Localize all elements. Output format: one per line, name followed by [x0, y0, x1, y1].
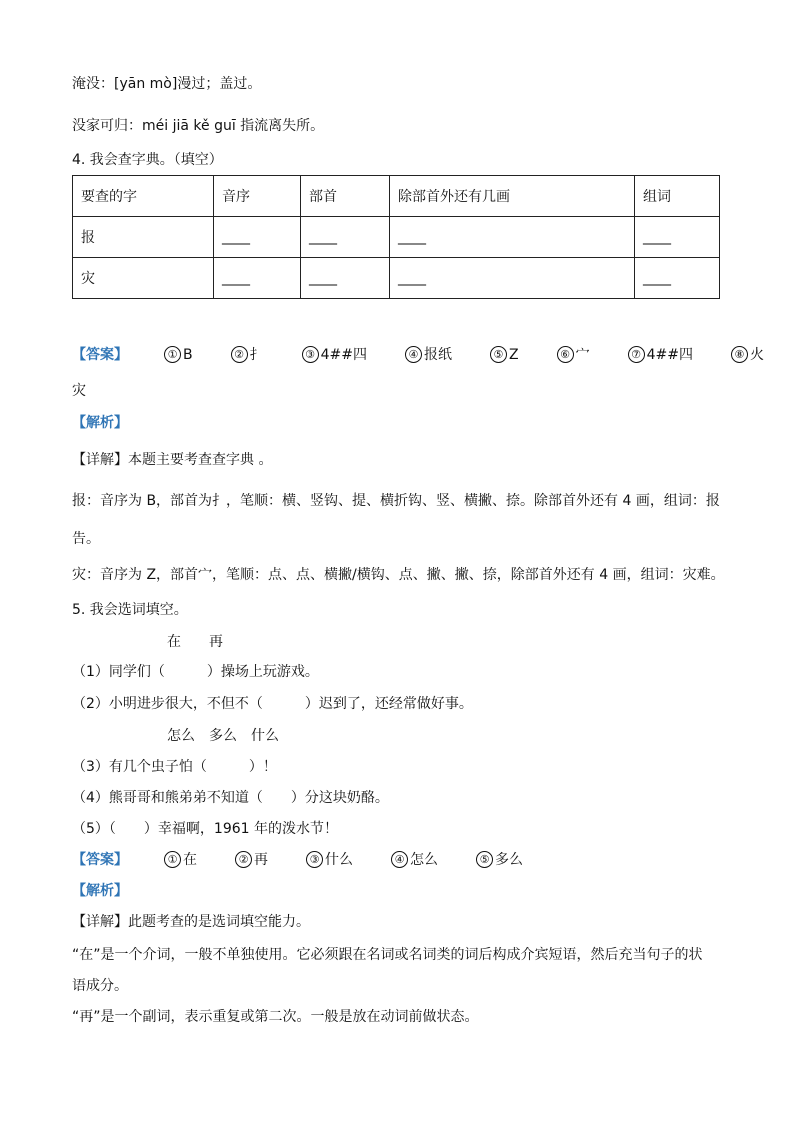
answer-number: ④ [391, 851, 408, 868]
answer-item [405, 345, 452, 365]
answer-number: ⑧ [731, 346, 748, 363]
answer-item [731, 345, 764, 365]
q4-explain-1b: 告。 [72, 531, 100, 547]
q4-answer-line [72, 345, 764, 365]
answer-item [302, 345, 367, 365]
answer-number: ② [235, 851, 252, 868]
answer-value: 报纸 [423, 347, 452, 363]
answer-number: ⑤ [490, 346, 507, 363]
q4-explain-2: 灾：音序为 Z，部首宀，笔顺：点、点、横撇/横钩、点、撇、撇、捺，除部首外还有 4 画，组词：灾难。 [72, 567, 725, 583]
answer-value: 在 [183, 852, 197, 868]
answer-number: ③ [306, 851, 323, 868]
answer-number: ① [164, 346, 181, 363]
table-row [73, 217, 720, 258]
answer-number: ⑤ [476, 851, 493, 868]
q5-word-options-1: 在 再 [167, 634, 223, 650]
answer-value: 怎么 [410, 852, 438, 868]
answer-item [306, 850, 353, 870]
q4-analysis-label: 【解析】 [72, 415, 128, 431]
blank-cell: ____ [635, 258, 720, 299]
blank-cell: ____ [635, 217, 720, 258]
answer-item [164, 850, 197, 870]
blank-cell: ____ [390, 217, 635, 258]
answer-number: ⑥ [557, 346, 574, 363]
q5-sentence-5: （5）（ ）幸福啊，1961 年的泼水节！ [72, 821, 338, 837]
definition-line-2: 没家可归：méi jiā kě guī 指流离失所。 [72, 118, 325, 134]
header-cell: 除部首外还有几画 [390, 176, 635, 217]
blank-cell: ____ [390, 258, 635, 299]
answer-number: ③ [302, 346, 319, 363]
answer-value: 宀 [575, 347, 590, 363]
answer-value: 什么 [325, 852, 353, 868]
q5-sentence-3: （3）有几个虫子怕（ ）！ [72, 759, 277, 775]
q4-detail: 【详解】本题主要考查查字典 。 [72, 452, 273, 468]
definition-line-1: 淹没：[yān mò]漫过；盖过。 [72, 76, 262, 92]
answer-number: ④ [405, 346, 422, 363]
blank-cell: ____ [301, 258, 390, 299]
answer-label: 【答案】 [72, 347, 128, 363]
blank-cell: ____ [301, 217, 390, 258]
table-header-row [73, 176, 720, 217]
answer-item [628, 345, 693, 365]
q5-detail: 【详解】此题考查的是选词填空能力。 [72, 914, 310, 930]
answer-item [557, 345, 590, 365]
header-cell: 音序 [214, 176, 301, 217]
answer-item [235, 850, 268, 870]
q5-explain-1b: 语成分。 [72, 978, 128, 994]
q5-analysis-label: 【解析】 [72, 883, 128, 899]
q5-explain-2: “再”是一个副词，表示重复或第二次。一般是放在动词前做状态。 [72, 1009, 479, 1025]
char-cell: 灾 [73, 258, 214, 299]
q5-title: 5. 我会选词填空。 [72, 602, 188, 618]
table-row [73, 258, 720, 299]
answer-value: Z [508, 347, 519, 363]
q4-title: 4. 我会查字典。（填空） [72, 152, 223, 168]
q5-sentence-2: （2）小明进步很大，不但不（ ）迟到了，还经常做好事。 [72, 696, 473, 712]
q5-word-options-2: 怎么 多么 什么 [167, 728, 279, 744]
answer-item [231, 345, 264, 365]
answer-item [391, 850, 438, 870]
header-cell: 部首 [301, 176, 390, 217]
answer-number: ② [231, 346, 248, 363]
answer-item [490, 345, 519, 365]
answer-number: ① [164, 851, 181, 868]
header-cell: 组词 [635, 176, 720, 217]
answer-value: 4##四 [646, 347, 693, 363]
q4-explain-1a: 报：音序为 B，部首为扌，笔顺：横、竖钩、提、横折钩、竖、横撇、捺。除部首外还有 4 画，组词：报 [72, 493, 720, 509]
q4-answer-wrap: 灾 [72, 383, 86, 399]
answer-value: 4##四 [320, 347, 367, 363]
answer-value: 多么 [495, 852, 523, 868]
answer-label: 【答案】 [72, 852, 128, 868]
answer-value: 扌 [249, 347, 264, 363]
q5-answer-line [72, 850, 523, 870]
answer-item [476, 850, 523, 870]
header-cell: 要查的字 [73, 176, 214, 217]
char-cell: 报 [73, 217, 214, 258]
answer-value: B [183, 347, 193, 363]
blank-cell: ____ [214, 217, 301, 258]
dictionary-table [72, 175, 720, 299]
answer-item [164, 345, 193, 365]
q5-sentence-4: （4）熊哥哥和熊弟弟不知道（ ）分这块奶酪。 [72, 790, 389, 806]
answer-value: 再 [254, 852, 268, 868]
q5-explain-1a: “在”是一个介词，一般不单独使用。它必须跟在名词或名词类的词后构成介宾短语，然后充当句子的状 [72, 947, 703, 963]
q5-sentence-1: （1）同学们（ ）操场上玩游戏。 [72, 664, 319, 680]
answer-value: 火 [749, 347, 764, 363]
answer-number: ⑦ [628, 346, 645, 363]
blank-cell: ____ [214, 258, 301, 299]
